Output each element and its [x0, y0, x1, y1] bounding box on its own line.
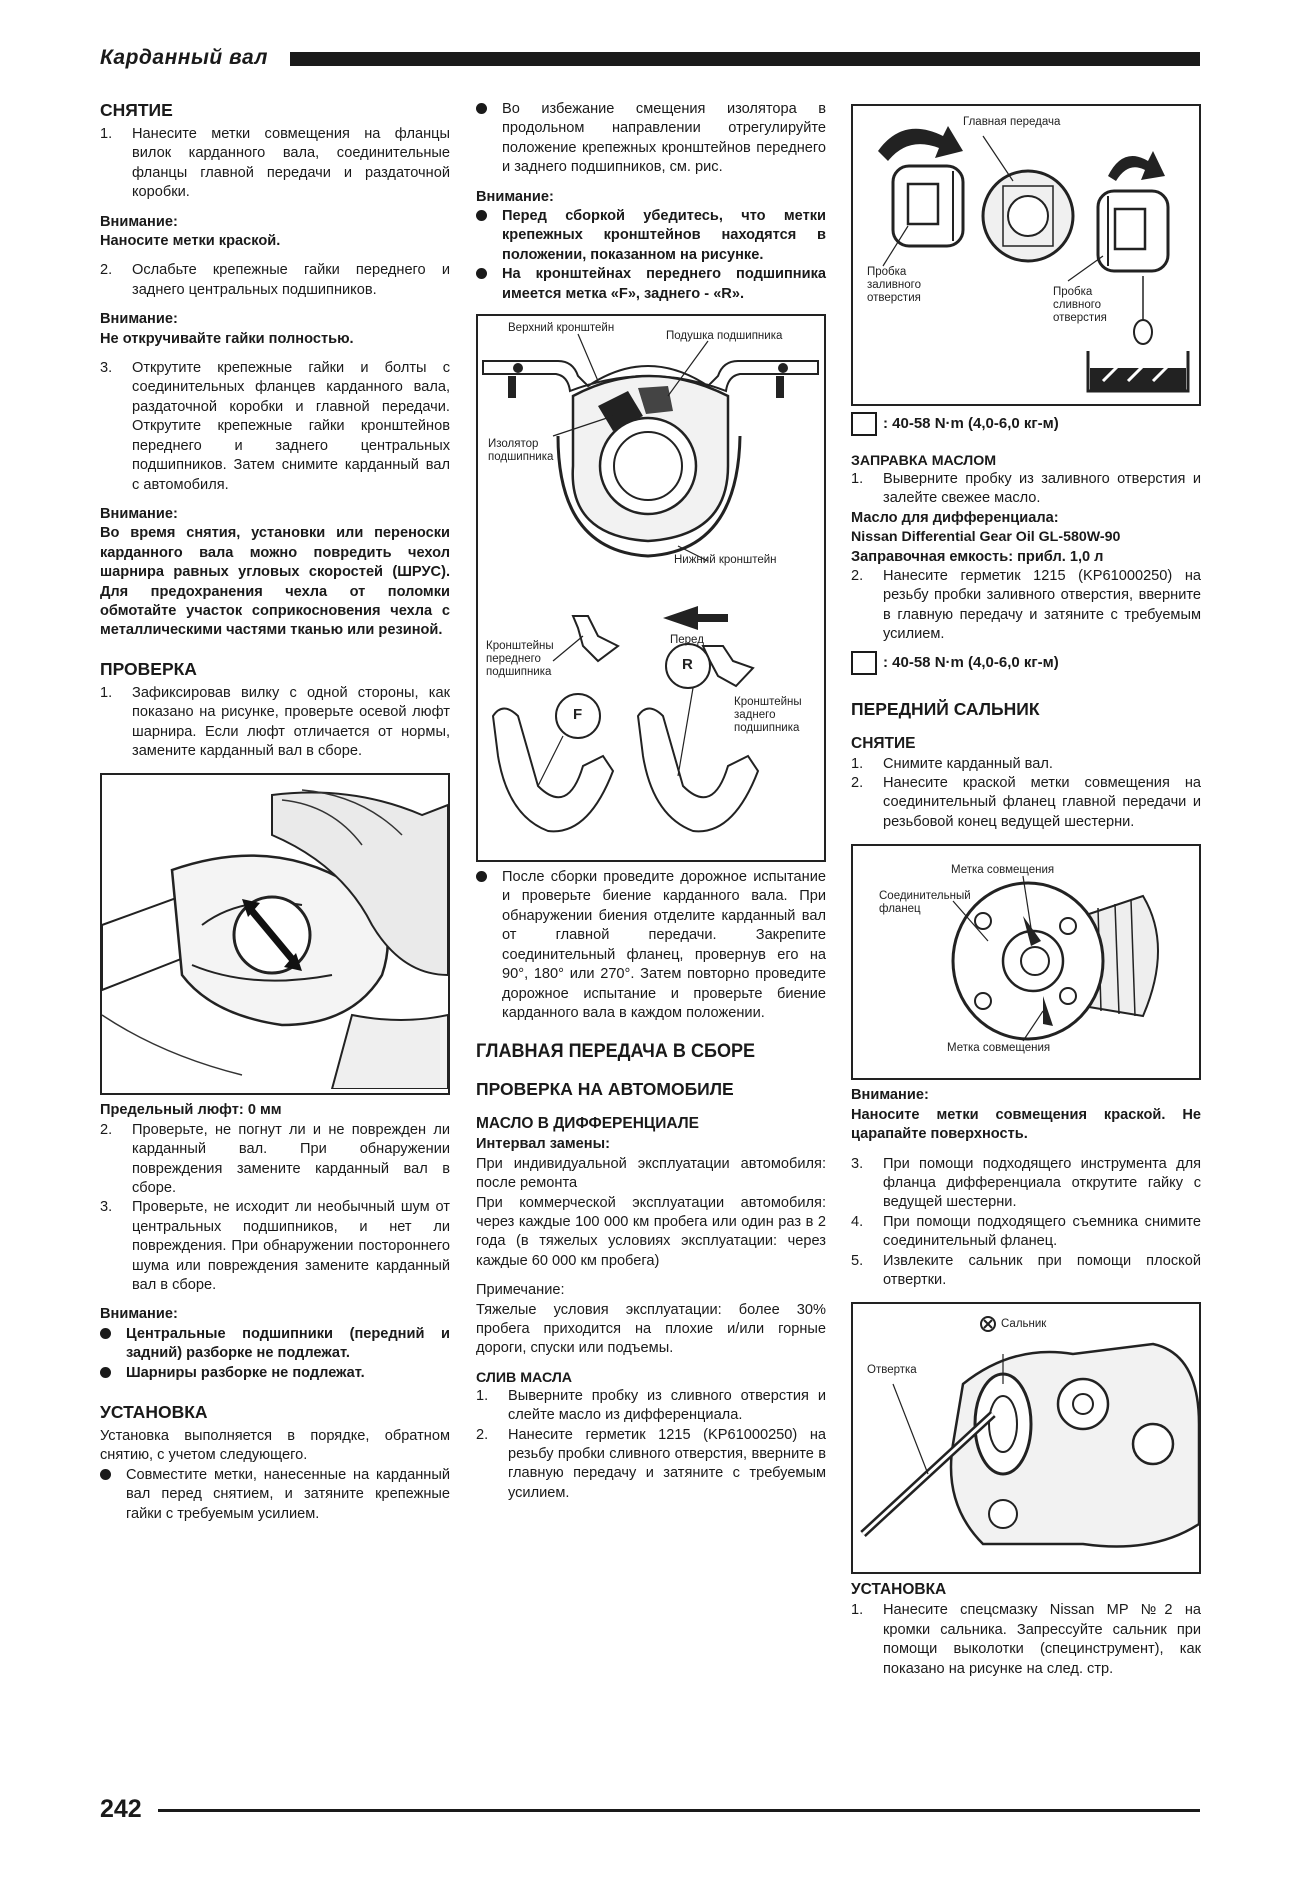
page-header: [100, 46, 1200, 74]
removal-step-3: 3. Открутите крепежные гайки и болты с соединительных фланцев карданного вала, раздаточной коробки и главной передачи. Открутите крепежные гайки кронштейнов переднего и заднего центральных подшипников. Затем снимите карданный вал с автомобиля.: [100, 360, 450, 493]
attention-title: Внимание:: [100, 213, 178, 230]
bracket-bullet: Во избежание смещения изолятора в продольном направлении отрегулируйте положение крепежных кронштейнов переднего и заднего подшипников, см. рис.: [476, 100, 826, 178]
torque-spec: : 40-58 N·m (4,0-6,0 кг-м): [851, 412, 1201, 436]
isolator-label: Изолятор подшипника: [488, 438, 554, 464]
seal-label: Сальник: [1001, 1318, 1047, 1331]
fill-step-2: 2. Нанесите герметик 1215 (KP61000250) на резьбу пробки заливного отверстия, вверните в главную передачу и затяните с требуемым усилием.: [851, 568, 1201, 643]
screwdriver-label: Отвертка: [867, 1364, 917, 1377]
attention-title: Внимание:: [100, 505, 178, 522]
note-title: Примечание:: [476, 1282, 565, 1299]
install-step-1: 1. Нанесите спецсмазку Nissan MP №2 на кромки сальника. Запрессуйте сальник при помощи выколотки (специнструмент), как показано на рисунке на след. стр.: [851, 1602, 1201, 1677]
joint-play-figure: [100, 773, 450, 1095]
attention-title: Внимание:: [100, 1306, 178, 1323]
plugs-illustration: [853, 106, 1199, 400]
heading-seal-install: УСТАНОВКА: [851, 1581, 947, 1599]
cushion-label: Подушка подшипника: [666, 330, 783, 343]
heading-drain: СЛИВ МАСЛА: [476, 1369, 573, 1386]
check-step-1: 1. Зафиксировав вилку с одной стороны, как показано на рисунке, проверьте осевой люфт шарнира. Если люфт отличается от нормы, замените карданный вал в сборе.: [100, 684, 450, 759]
mark-r-label: R: [682, 656, 693, 674]
page-number: 242: [100, 1795, 142, 1823]
attention-text: Наносите метки совмещения краской. Не царапайте поверхность.: [851, 1106, 1201, 1143]
bearing-illustration: [478, 316, 824, 856]
note-text: Тяжелые условия эксплуатации: более 30% пробега приходится на плохие и/или горные дороги, спуски или подъемы.: [476, 1301, 826, 1357]
column-3: [851, 100, 1201, 1679]
mark-f-label: F: [573, 706, 583, 724]
torque-wrench-icon: [851, 651, 877, 675]
flange-illustration: [853, 846, 1199, 1074]
oil-capacity: Заправочная емкость: прибл. 1,0 л: [851, 548, 1104, 565]
bearing-figure: [476, 314, 826, 862]
mark-bottom-label: Метка совмещения: [947, 1042, 1051, 1055]
main-gear-label: Главная передача: [963, 116, 1061, 128]
attention-bullet: На кронштейнах переднего подшипника имеется метка «F», заднего - «R».: [476, 265, 826, 304]
column-1: [100, 100, 450, 1524]
page-footer: [100, 1795, 1200, 1825]
drain-step-2: 2. Нанесите герметик 1215 (KP61000250) на резьбу пробки сливного отверстия, вверните в главную передачу и затяните с требуемым усилием.: [476, 1426, 826, 1501]
flange-figure: [851, 844, 1201, 1080]
mark-top-label: Метка совмещения: [951, 864, 1055, 877]
heading-main-gear: ГЛАВНАЯ ПЕРЕДАЧА В СБОРЕ: [476, 1041, 756, 1063]
front-brackets-label: Кронштейны переднего подшипника: [486, 640, 554, 679]
seal-step-4: 4. При помощи подходящего съемника снимите соединительный фланец.: [851, 1213, 1201, 1250]
check-step-2: 2. Проверьте, не погнут ли и не поврежден ли карданный вал. При обнаружении повреждения замените карданный вал в сборе.: [100, 1121, 450, 1196]
check-step-3: 3. Проверьте, не исходит ли необычный шум от центральных подшипников, и нет ли повреждения. При обнаружении постороннего шума или повреждения замените карданный вал в сборе.: [100, 1199, 450, 1294]
header-title: Карданный вал: [100, 46, 268, 69]
play-limit: Предельный люфт: 0 мм: [100, 1102, 282, 1119]
removal-step-2: 2. Ослабьте крепежные гайки переднего и заднего центральных подшипников.: [100, 262, 450, 298]
oil-name: Nissan Differential Gear Oil GL-580W-90: [851, 529, 1121, 546]
attention-bullet: Перед сборкой убедитесь, что метки крепежных кронштейнов находятся в положении, показанном на рисунке.: [476, 207, 826, 265]
plugs-figure: [851, 104, 1201, 406]
attention-text: Не откручивайте гайки полностью.: [100, 330, 354, 347]
interval-title: Интервал замены:: [476, 1136, 610, 1153]
lower-bracket-label: Нижний кронштейн: [674, 554, 777, 567]
heading-check: ПРОВЕРКА: [100, 658, 197, 679]
heading-install: УСТАНОВКА: [100, 1402, 208, 1423]
upper-bracket-label: Верхний кронштейн: [508, 322, 615, 335]
seal-removal-illustration: [853, 1304, 1199, 1568]
attention-title: Внимание:: [100, 311, 178, 328]
interval-individual: При индивидуальной эксплуатации автомобиля: после ремонта: [476, 1155, 826, 1192]
torque-spec: : 40-58 N·m (4,0-6,0 кг-м): [851, 651, 1201, 675]
seal-step-2: 2. Нанесите краской метки совмещения на соединительный фланец главной передачи и резьбовой конец ведущей шестерни.: [851, 775, 1201, 830]
heading-diff-oil: МАСЛО В ДИФФЕРЕНЦИАЛЕ: [476, 1115, 699, 1133]
heading-removal: СНЯТИЕ: [100, 100, 173, 120]
drain-plug-label: Пробка сливного отверстия: [1053, 286, 1107, 324]
forward-label: Перед: [670, 634, 704, 647]
seal-step-5: 5. Извлеките сальник при помощи плоской отвертки.: [851, 1252, 1201, 1288]
heading-vehicle-check: ПРОВЕРКА НА АВТОМОБИЛЕ: [476, 1079, 734, 1100]
drain-step-1: 1. Выверните пробку из сливного отверстия и слейте масло из дифференциала.: [476, 1387, 826, 1424]
seal-removal-figure: [851, 1302, 1201, 1574]
seal-step-1: 1. Снимите карданный вал.: [851, 755, 1053, 772]
heading-front-seal: ПЕРЕДНИЙ САЛЬНИК: [851, 698, 1040, 719]
torque-wrench-icon: [851, 412, 877, 436]
interval-commercial: При коммерческой эксплуатации автомобиля: через каждые 100 000 км пробега или один раз в 2 года (в тяжелых условиях эксплуатации: через каждые 60 000 км пробега): [476, 1194, 826, 1269]
rear-brackets-label: Кронштейны заднего подшипника: [734, 696, 802, 735]
footer-rule: [158, 1809, 1200, 1812]
install-text: Установка выполняется в порядке, обратном снятию, с учетом следующего.: [100, 1428, 450, 1464]
fill-plug-label: Пробка заливного отверстия: [867, 266, 921, 304]
heading-fill: ЗАПРАВКА МАСЛОМ: [851, 453, 997, 469]
joint-illustration: [102, 775, 448, 1089]
attention-text: Наносите метки краской.: [100, 233, 281, 250]
install-bullet: Совместите метки, нанесенные на карданный вал перед снятием, и затяните крепежные гайки с требуемым усилием.: [100, 1466, 450, 1524]
attention-title: Внимание:: [476, 188, 554, 205]
heading-seal-removal: СНЯТИЕ: [851, 734, 916, 752]
runout-bullet: После сборки проведите дорожное испытание и проверьте биение карданного вала. При обнаружении биения отделите карданный вал от главной передачи. Закрепите соединительный фланец, провернув его на 90°, 180° или 270°. Затем повторно проведите дорожное испытание и проверьте биение карданного вала в каждом положении.: [476, 868, 826, 1023]
seal-step-3: 3. При помощи подходящего инструмента для фланца дифференциала открутите гайку с ведущей шестерни.: [851, 1155, 1201, 1211]
fill-step-1: 1. Выверните пробку из заливного отверстия и залейте свежее масло.: [851, 471, 1201, 507]
column-2: [476, 100, 826, 1503]
attention-bullet: Центральные подшипники (передний и задний) разборке не подлежат.: [100, 1325, 450, 1364]
attention-text: Во время снятия, установки или переноски карданного вала можно повредить чехол шарнира равных угловых скоростей (ШРУС). Для предохранения чехла от поломки обмотайте участок соприкосновения чехла с металлическими частями тканью или резиной.: [100, 525, 450, 639]
attention-bullet: Шарниры разборке не подлежат.: [100, 1364, 450, 1384]
flange-label: Соединительный фланец: [879, 890, 971, 916]
attention-title: Внимание:: [851, 1087, 929, 1104]
removal-step-1: 1. Нанесите метки совмещения на фланцы вилок карданного вала, соединительные фланцы главной передачи и раздаточной коробки.: [100, 126, 450, 201]
header-bar: [290, 52, 1200, 66]
oil-title: Масло для дифференциала:: [851, 509, 1059, 526]
